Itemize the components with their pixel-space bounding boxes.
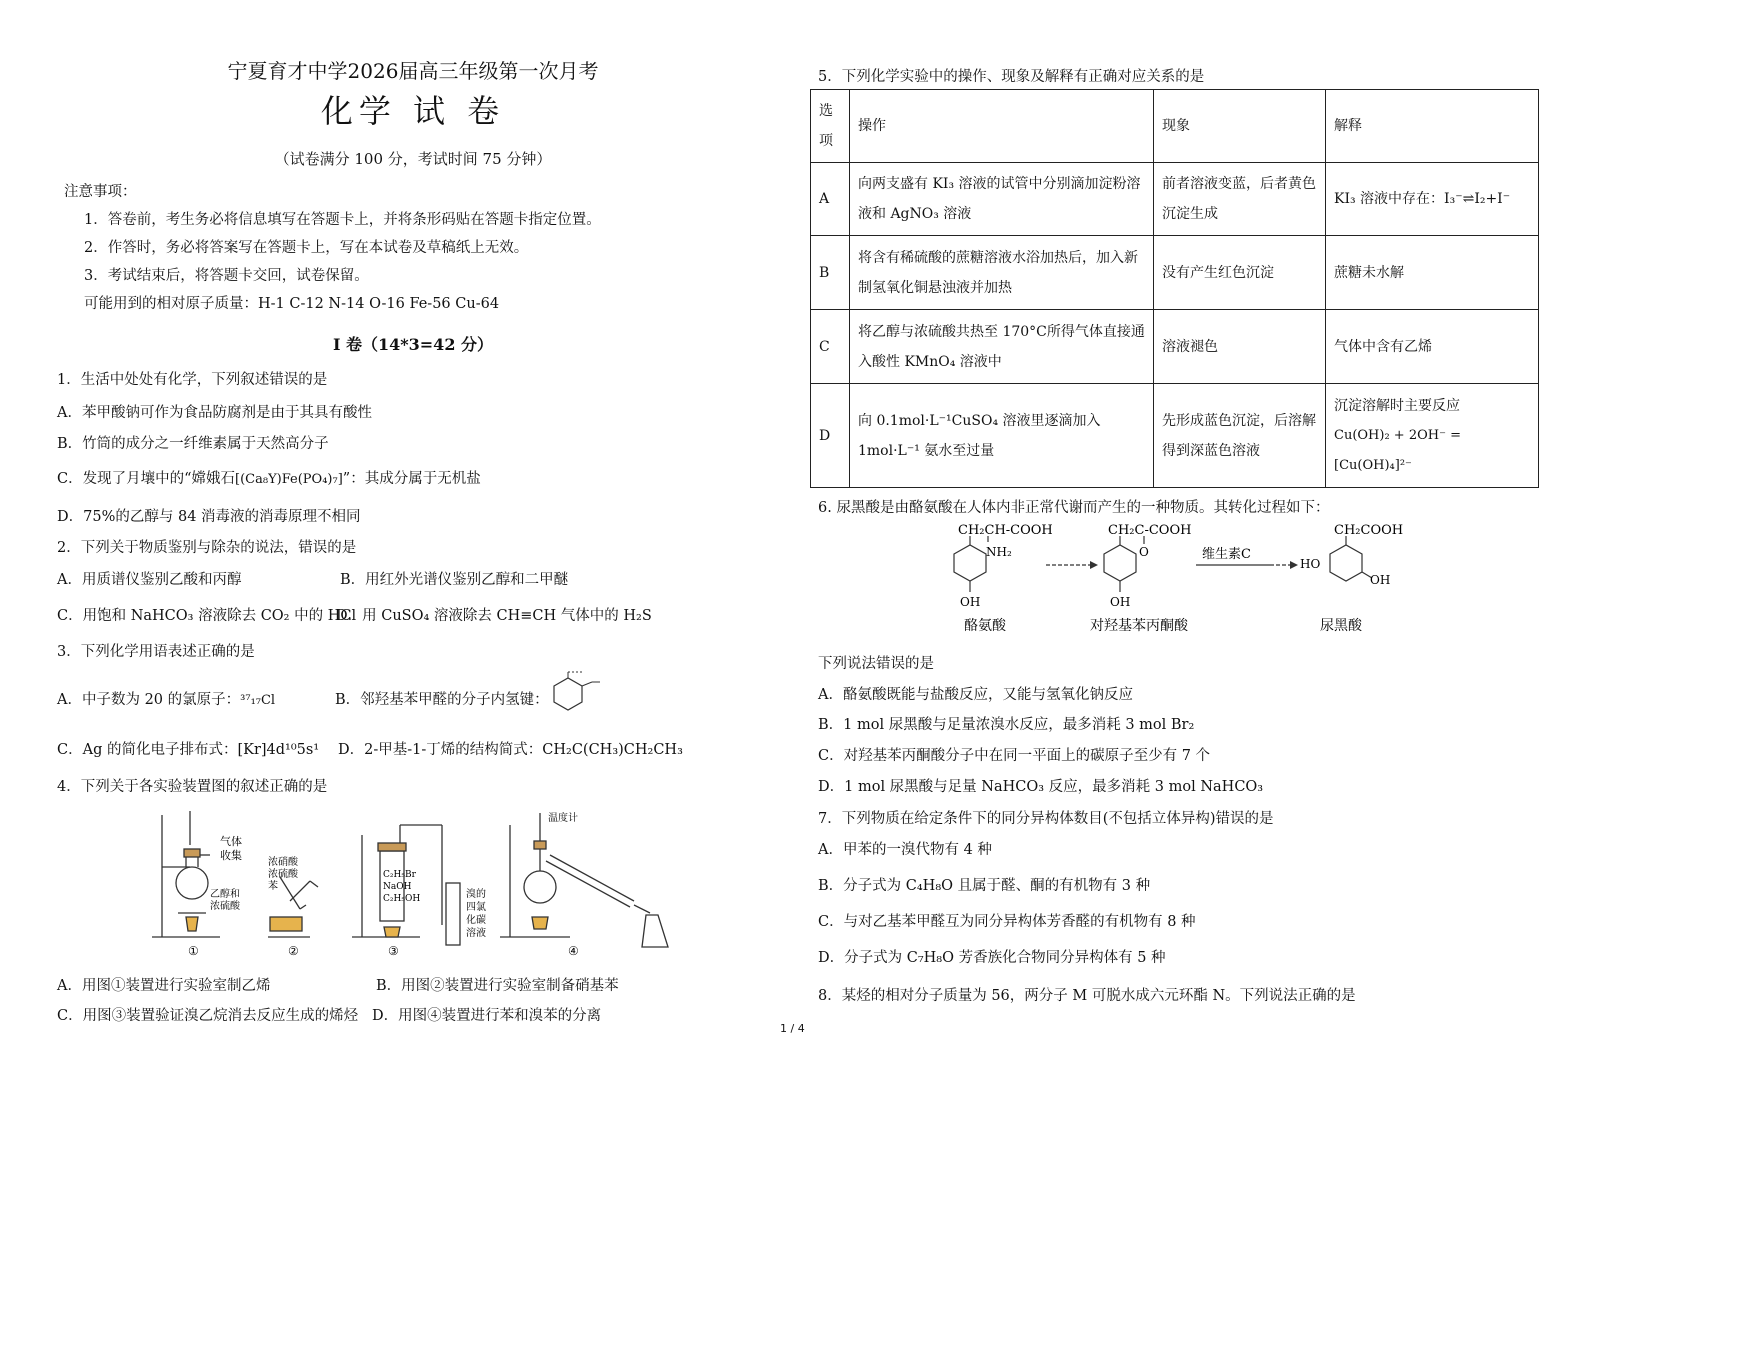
chlorine-isotope-symbol: ³⁷₁₇Cl <box>240 693 276 708</box>
header-operation: 操作 <box>850 90 1154 163</box>
explanation-line-1: 沉淀溶解时主要反应 <box>1334 397 1460 414</box>
table-row <box>811 163 1539 236</box>
row-option: C <box>811 310 850 384</box>
hydroxyphenylpyruvic-structure <box>1104 536 1144 592</box>
tyrosine-structure <box>954 536 988 592</box>
fig-label-collect: 收集 <box>220 849 242 862</box>
table-row <box>811 310 1539 384</box>
table-row <box>811 384 1539 488</box>
table-row <box>811 236 1539 310</box>
q3-option-a: A．中子数为 20 的氯原子：³⁷₁₇Cl <box>57 692 276 708</box>
row-phenomenon: 前者溶液变蓝，后者黄色沉淀生成 <box>1154 163 1326 236</box>
tyrosine-side-chain: CH₂CH-COOH <box>958 523 1053 538</box>
row-option: D <box>811 384 850 488</box>
q3-option-c: C．Ag 的简化电子排布式：[Kr]4d¹⁰5s¹ <box>57 742 320 758</box>
notice-item-2: 2．作答时，务必将答案写在答题卡上，写在本试卷及草稿纸上无效。 <box>84 240 529 256</box>
fig-number-4: ④ <box>568 944 579 958</box>
hppa-side-chain: CH₂C-COOH <box>1108 523 1192 538</box>
apparatus-4-distillation <box>500 813 668 947</box>
hga-oh: OH <box>1370 573 1391 587</box>
vitamin-c-label: 维生素C <box>1202 547 1251 562</box>
row-option: A <box>811 163 850 236</box>
row-explanation <box>1326 384 1539 488</box>
q4-option-b: B．用图②装置进行实验室制备硝基苯 <box>376 978 619 994</box>
row-operation: 向两支盛有 KI₃ 溶液的试管中分别滴加淀粉溶液和 AgNO₃ 溶液 <box>850 163 1154 236</box>
header-phenomenon: 现象 <box>1154 90 1326 163</box>
q2-option-d: D．用 CuSO₄ 溶液除去 CH≡CH 气体中的 H₂S <box>336 608 652 624</box>
exam-info: （试卷满分 100 分，考试时间 75 分钟） <box>274 150 552 168</box>
q1-stem: 1．生活中处处有化学，下列叙述错误的是 <box>57 372 328 388</box>
notice-title: 注意事项： <box>64 184 137 200</box>
q2-option-a: A．用质谱仪鉴别乙酸和丙醇 <box>57 572 242 588</box>
fig-number-2: ② <box>288 944 299 958</box>
q3-stem: 3．下列化学用语表述正确的是 <box>57 644 255 660</box>
notice-item-1: 1．答卷前，考生务必将信息填写在答题卡上，并将条形码贴在答题卡指定位置。 <box>84 212 601 228</box>
row-phenomenon: 先形成蓝色沉淀，后溶解得到深蓝色溶液 <box>1154 384 1326 488</box>
fig-label-mix1: 浓硝酸 <box>268 857 298 868</box>
tyrosine-name: 酪氨酸 <box>964 618 1006 634</box>
q6-option-b: B．1 mol 尿黑酸与足量浓溴水反应，最多消耗 3 mol Br₂ <box>818 717 1195 733</box>
q3-option-b: B．邻羟基苯甲醛的分子内氢键： <box>335 692 549 708</box>
intramolecular-hbond-structure <box>538 668 610 716</box>
fig-label-h2so4: 浓硫酸 <box>210 901 240 912</box>
q8-stem: 8．某烃的相对分子质量为 56，两分子 M 可脱水成六元环酯 N。下列说法正确的是 <box>818 988 1356 1004</box>
fig-label-br4: 溶液 <box>466 928 486 939</box>
row-phenomenon: 溶液褪色 <box>1154 310 1326 384</box>
fig-label-mix2: 浓硫酸 <box>268 869 298 880</box>
q7-option-b: B．分子式为 C₄H₈O 且属于醛、酮的有机物有 3 种 <box>818 878 1151 894</box>
q2-stem: 2．下列关于物质鉴别与除杂的说法，错误的是 <box>57 540 357 556</box>
lab-apparatus-figure <box>150 805 670 963</box>
q1-option-d: D．75%的乙醇与 84 消毒液的消毒原理不相同 <box>57 509 361 525</box>
hga-ho: HO <box>1300 557 1321 571</box>
hppa-name: 对羟基苯丙酮酸 <box>1090 618 1188 634</box>
fig-label-c2h5oh: C₂H₅OH <box>383 894 421 904</box>
chang-e-stone-formula: [(Ca₈Y)Fe(PO₄)₇] <box>235 472 343 487</box>
homogentisic-acid-structure <box>1330 536 1372 581</box>
fig-label-thermometer: 温度计 <box>548 813 578 824</box>
fig-label-c2h5br: C₂H₅Br <box>383 870 416 880</box>
hga-side-chain: CH₂COOH <box>1334 523 1404 538</box>
page-number: 1 / 4 <box>780 1022 805 1035</box>
row-operation: 向 0.1mol·L⁻¹CuSO₄ 溶液里逐滴加入 1mol·L⁻¹ 氨水至过量 <box>850 384 1154 488</box>
row-explanation: 气体中含有乙烯 <box>1326 310 1539 384</box>
header-explanation: 解释 <box>1326 90 1539 163</box>
q5-stem: 5．下列化学实验中的操作、现象及解释有正确对应关系的是 <box>818 69 1205 85</box>
q1-option-b: B．竹筒的成分之一纤维素属于天然高分子 <box>57 436 329 452</box>
exam-subject-title: 化学 试 卷 <box>320 92 506 130</box>
q4-option-d: D．用图④装置进行苯和溴苯的分离 <box>372 1008 602 1024</box>
q4-option-a: A．用图①装置进行实验室制乙烯 <box>57 978 271 994</box>
q6-option-a: A．酪氨酸既能与盐酸反应，又能与氢氧化钠反应 <box>818 687 1133 703</box>
fig-number-1: ① <box>188 944 199 958</box>
header-option: 选项 <box>811 90 850 163</box>
tyrosine-nh2: NH₂ <box>986 545 1012 559</box>
q1-option-c: C．发现了月壤中的“嫦娥石[(Ca₈Y)Fe(PO₄)₇]”：其成分属于无机盐 <box>57 471 481 487</box>
q2-option-b: B．用红外光谱仪鉴别乙醇和二甲醚 <box>340 572 569 588</box>
hga-name: 尿黑酸 <box>1320 618 1362 634</box>
hppa-oh: OH <box>1110 595 1131 609</box>
fig-label-br2: 四氯 <box>466 902 486 913</box>
q6-option-d: D．1 mol 尿黑酸与足量 NaHCO₃ 反应，最多消耗 3 mol NaHCO₃ <box>818 779 1264 795</box>
fig-label-br3: 化碳 <box>466 915 486 926</box>
q7-option-c: C．与对乙基苯甲醛互为同分异构体芳香醛的有机物有 8 种 <box>818 914 1196 930</box>
q3-option-d: D．2-甲基-1-丁烯的结构简式：CH₂C(CH₃)CH₂CH₃ <box>338 742 683 758</box>
q6-option-c: C．对羟基苯丙酮酸分子中在同一平面上的碳原子至少有 7 个 <box>818 748 1211 764</box>
q4-option-c: C．用图③装置验证溴乙烷消去反应生成的烯烃 <box>57 1008 359 1024</box>
row-explanation: KI₃ 溶液中存在：I₃⁻⇌I₂+I⁻ <box>1326 163 1539 236</box>
school-title: 宁夏育才中学2026届高三年级第一次月考 <box>227 59 599 83</box>
q5-table <box>810 89 1539 488</box>
fig-label-mix3: 苯 <box>268 881 278 892</box>
q7-option-d: D．分子式为 C₇H₈O 芳香族化合物同分异构体有 5 种 <box>818 950 1166 966</box>
table-header-row <box>811 90 1539 163</box>
explanation-equation: Cu(OH)₂ + 2OH⁻ = [Cu(OH)₄]²⁻ <box>1334 427 1461 473</box>
q6-ask: 下列说法错误的是 <box>818 656 934 672</box>
q4-stem: 4．下列关于各实验装置图的叙述正确的是 <box>57 779 328 795</box>
row-explanation: 蔗糖未水解 <box>1326 236 1539 310</box>
hppa-carbonyl-o: O <box>1139 545 1149 559</box>
row-operation: 将含有稀硫酸的蔗糖溶液水浴加热后，加入新制氢氧化铜悬浊液并加热 <box>850 236 1154 310</box>
q7-stem: 7．下列物质在给定条件下的同分异构体数目(不包括立体异构)错误的是 <box>818 811 1274 827</box>
apparatus-1-ethylene <box>152 811 220 937</box>
section-title: I 卷（14*3=42 分） <box>332 335 494 354</box>
fig-label-br1: 溴的 <box>466 889 486 900</box>
tyrosine-oh: OH <box>960 595 981 609</box>
q7-option-a: A．甲苯的一溴代物有 4 种 <box>818 842 992 858</box>
q6-stem: 6. 尿黑酸是由酪氨酸在人体内非正常代谢而产生的一种物质。其转化过程如下： <box>818 500 1330 516</box>
fig-label-ethanol: 乙醇和 <box>210 889 240 900</box>
row-operation: 将乙醇与浓硫酸共热至 170°C所得气体直接通入酸性 KMnO₄ 溶液中 <box>850 310 1154 384</box>
fig-number-3: ③ <box>388 944 399 958</box>
q2-option-c: C．用饱和 NaHCO₃ 溶液除去 CO₂ 中的 HCl <box>57 608 357 624</box>
q1-option-a: A．苯甲酸钠可作为食品防腐剂是由于其具有酸性 <box>57 405 372 421</box>
notice-item-3: 3．考试结束后，将答题卡交回，试卷保留。 <box>84 268 369 284</box>
tyrosine-metabolism-scheme <box>940 520 1410 638</box>
atomic-masses: 可能用到的相对原子质量：H-1 C-12 N-14 O-16 Fe-56 Cu-64 <box>84 296 500 312</box>
fig-label-gas: 气体 <box>220 835 242 848</box>
fig-label-naoh: NaOH <box>383 882 412 892</box>
row-phenomenon: 没有产生红色沉淀 <box>1154 236 1326 310</box>
row-option: B <box>811 236 850 310</box>
